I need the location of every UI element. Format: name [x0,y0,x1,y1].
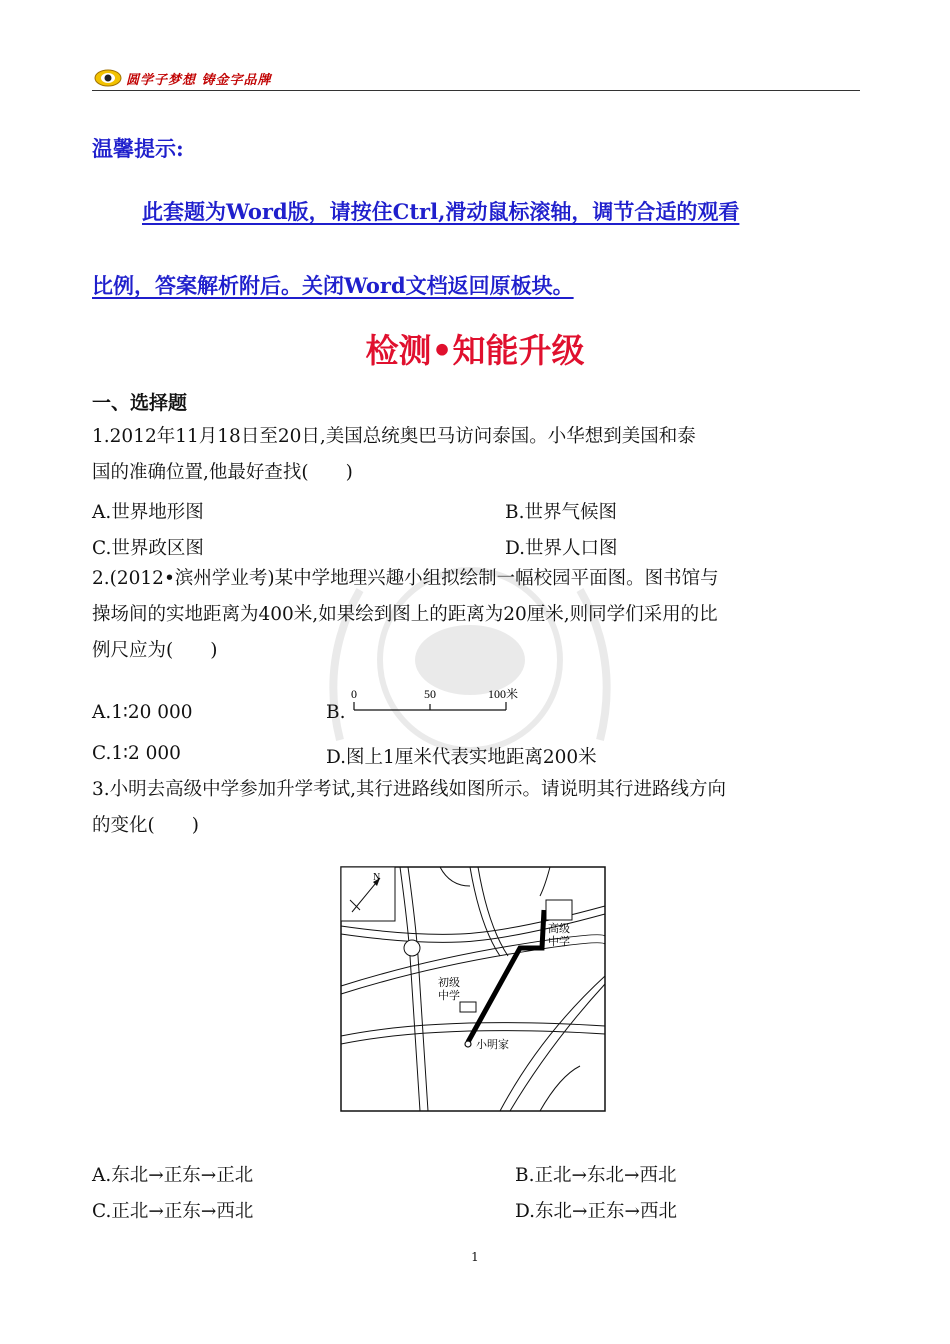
q2-option-d: D.图上1厘米代表实地距离200米 [326,747,597,768]
scale-label-50: 50 [424,687,436,701]
home-marker-icon [465,1041,471,1047]
senior-school-label-2: 中学 [548,935,570,948]
junior-school-label-2: 中学 [438,989,460,1002]
q1-option-a: A.世界地形图 [92,502,204,523]
senior-school-label-1: 高级 [548,922,570,935]
q3-option-b: B.正北→东北→西北 [515,1165,677,1186]
eye-logo-icon [94,68,122,88]
header-slogan: 圆学子梦想 铸金字品牌 [126,73,272,88]
question-2-line-1: 2.(2012•滨州学业考)某中学地理兴趣小组拟绘制一幅校园平面图。图书馆与 [92,568,719,589]
scale-label-0: 0 [351,687,357,701]
question-1-line-1: 1.2012年11月18日至20日,美国总统奥巴马访问泰国。小华想到美国和泰 [92,426,696,447]
q1-option-c: C.世界政区图 [92,538,204,559]
question-3-line-2: 的变化( ) [92,815,199,836]
q2-option-c: C.1∶2 000 [92,743,181,764]
q1-option-d: D.世界人口图 [505,538,618,559]
north-label: N [373,872,381,883]
section-heading: 一、选择题 [92,392,188,414]
tip-line-2: 比例，答案解析附后。关闭Word文档返回原板块。 [92,273,574,298]
route-map [340,866,606,1112]
question-2-line-3: 例尺应为( ) [92,640,218,661]
junior-school-label-1: 初级 [438,976,460,989]
home-label: 小明家 [476,1038,509,1051]
scale-label-100: 100米 [488,687,519,701]
page-title: 检测•知能升级 [365,331,585,370]
question-2-line-2: 操场间的实地距离为400米,如果绘到图上的距离为20厘米,则同学们采用的比 [92,604,718,625]
q3-option-a: A.东北→正东→正北 [92,1165,254,1186]
q3-option-d: D.东北→正东→西北 [515,1201,678,1222]
q2-option-b: B. [326,702,346,723]
question-1-line-2: 国的准确位置,他最好查找( ) [92,462,353,483]
page-number: 1 [471,1250,479,1264]
tip-title: 温馨提示: [92,136,184,161]
question-3-line-1: 3.小明去高级中学参加升学考试,其行进路线如图所示。请说明其行进路线方向 [92,779,727,800]
q1-option-b: B.世界气候图 [505,502,617,523]
q3-option-c: C.正北→正东→西北 [92,1201,254,1222]
q2-option-a: A.1∶20 000 [92,702,193,723]
tip-line-1: 此套题为Word版，请按住Ctrl,滑动鼠标滚轴，调节合适的观看 [142,199,740,224]
scale-bar [340,684,530,718]
page-header [92,66,860,91]
